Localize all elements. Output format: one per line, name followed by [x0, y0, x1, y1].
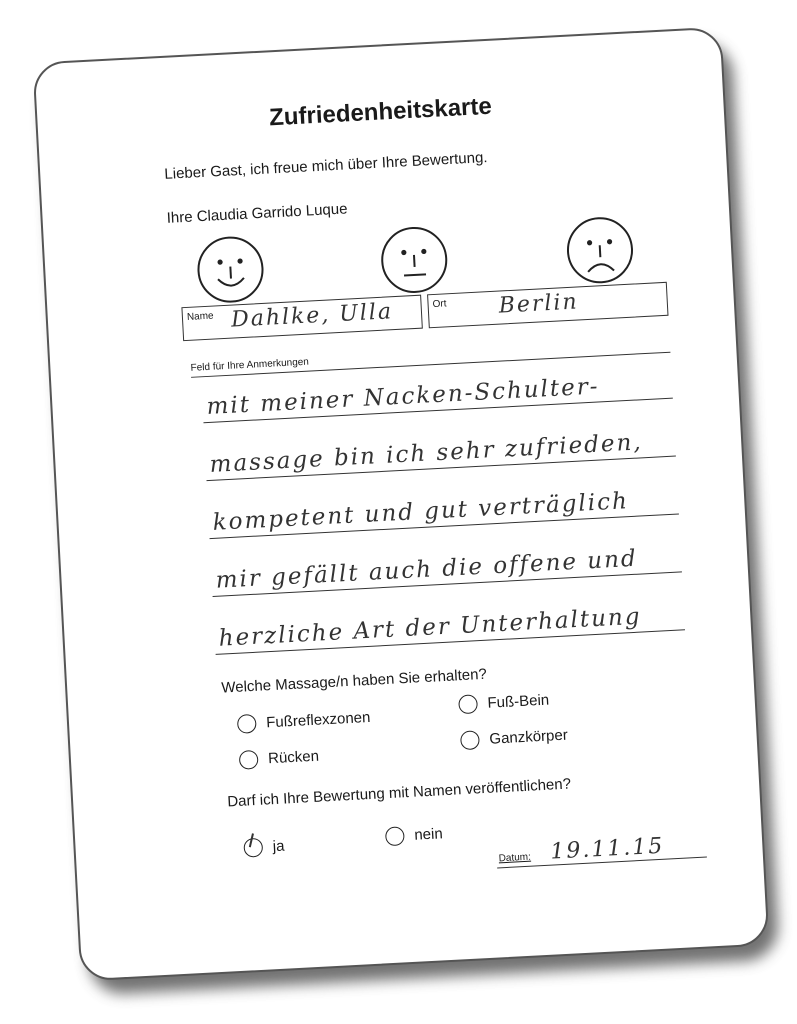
remarks-line[interactable] [213, 585, 685, 655]
radio-circle-icon[interactable] [237, 714, 257, 734]
signature-text: Ihre Claudia Garrido Luque [166, 200, 348, 227]
option-label: Rücken [267, 747, 320, 768]
name-value: Dahlke, Ulla [230, 299, 394, 333]
intro-text: Lieber Gast, ich freue mich über Ihre Bewertung. [163, 149, 488, 183]
neutral-face-icon [377, 223, 451, 297]
feedback-card [32, 27, 769, 982]
massage-question: Welche Massage/n haben Sie erhalten? [220, 665, 488, 697]
radio-circle-icon[interactable] [458, 694, 478, 714]
option-label: Fußreflexzonen [265, 708, 371, 732]
remarks-line[interactable] [204, 412, 676, 482]
remarks-line[interactable] [210, 527, 682, 597]
date-field[interactable] [496, 831, 707, 869]
remarks-text: herzliche Art der Unterhaltung [218, 603, 643, 652]
remarks-text: massage bin ich sehr zufrieden, [209, 429, 644, 478]
remarks-text: kompetent und gut verträglich [212, 488, 630, 536]
option-label: ja [272, 837, 285, 856]
remarks-text: mir gefällt auch die offene und [215, 545, 639, 594]
option-ruecken[interactable] [239, 747, 320, 770]
publish-question: Darf ich Ihre Bewertung mit Namen veröffentlichen? [226, 775, 572, 811]
ort-label: Ort [432, 298, 447, 311]
date-label: Datum: [498, 851, 532, 865]
option-ganzkoerper[interactable] [460, 726, 568, 751]
option-label: Ganzkörper [488, 726, 569, 748]
ort-value: Berlin [498, 289, 580, 319]
ort-field[interactable] [427, 282, 668, 329]
card-title: Zufriedenheitskarte [268, 92, 493, 132]
option-label: nein [413, 825, 444, 844]
name-label: Name [186, 310, 214, 323]
option-label: Fuß-Bein [487, 691, 550, 712]
radio-circle-icon[interactable] [239, 750, 259, 770]
remarks-label: Feld für Ihre Anmerkungen [190, 356, 310, 374]
happy-face-icon [194, 233, 268, 307]
option-fussreflexzonen[interactable] [237, 708, 371, 734]
sad-face-icon [563, 213, 637, 287]
radio-circle-icon[interactable] [460, 730, 480, 750]
option-nein[interactable] [385, 824, 443, 846]
remarks-text: mit meiner Nacken-Schulter- [205, 373, 601, 421]
option-ja[interactable] [243, 837, 285, 858]
remarks-line[interactable] [207, 470, 679, 540]
date-value: 19.11.15 [549, 833, 665, 865]
option-fuss-bein[interactable] [458, 691, 550, 715]
radio-circle-icon[interactable] [385, 826, 405, 846]
radio-checked-icon[interactable] [243, 838, 263, 858]
